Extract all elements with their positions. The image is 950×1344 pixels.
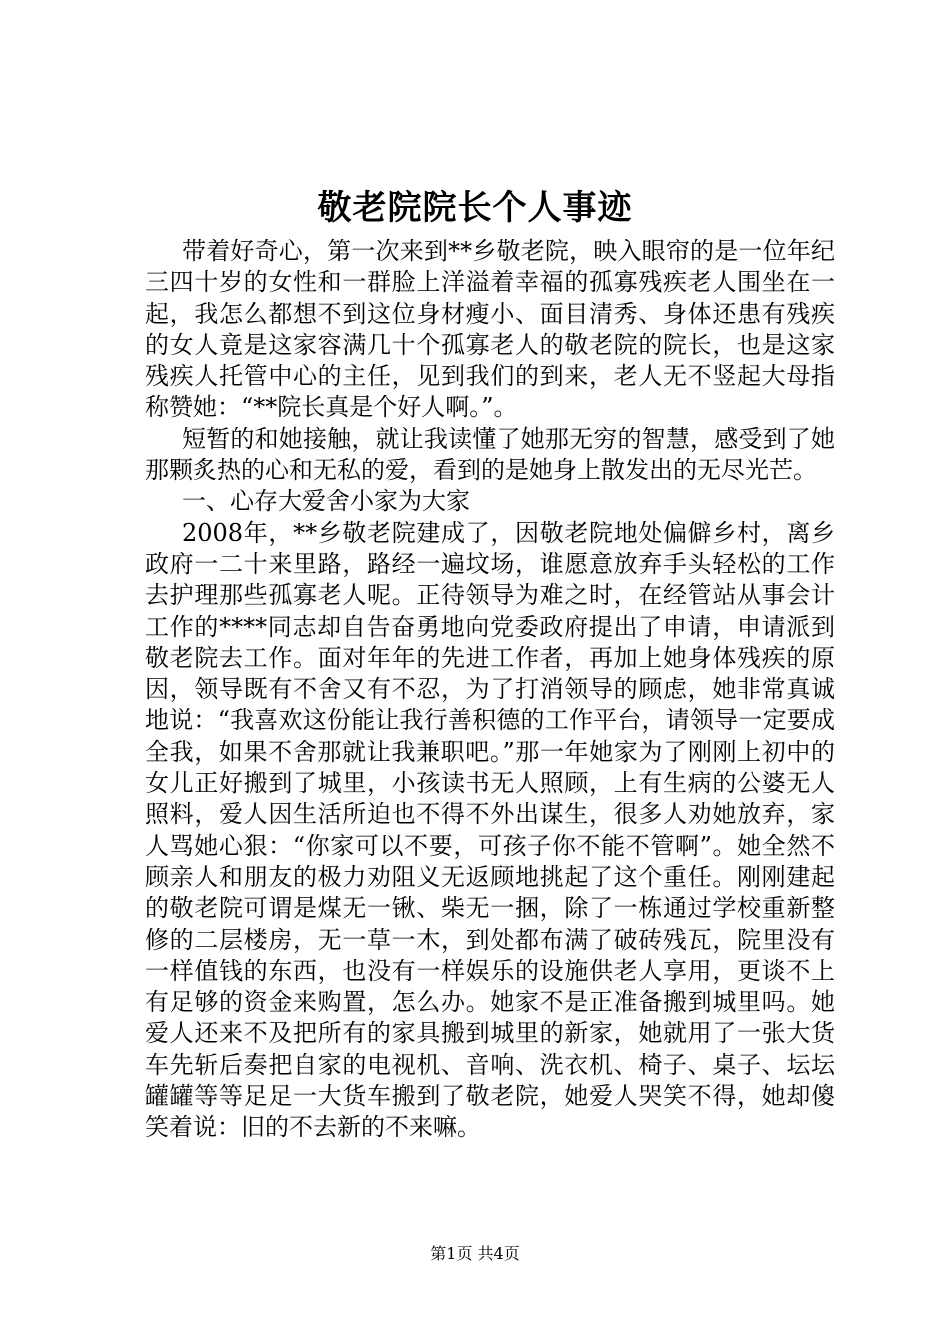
paragraph-intro: 带着好奇心，第一次来到**乡敬老院，映入眼帘的是一位年纪三四十岁的女性和一群脸上洋溢着幸福的孤寡残疾老人围坐在一起，我怎么都想不到这位身材瘦小、面目清秀、身体还患有残疾的女人竟是这家容满几十个孤寡老人的敬老院的院长，也是这家残疾人托管中心的主任，见到我们的到来，老人无不竖起大母指称赞她：“**院长真是个好人啊。”。 (145, 237, 835, 422)
section-heading: 一、心存大爱舍小家为大家 (182, 487, 470, 516)
page-number-footer: 第1页 共4页 (430, 1244, 520, 1263)
paragraph-impression: 短暂的和她接触，就让我读懂了她那无穷的智慧，感受到了她那颗炙热的心和无私的爱，看到的是她身上散发出的无尽光芒。 (145, 424, 835, 485)
paragraph-story: 2008年，**乡敬老院建成了，因敬老院地处偏僻乡村，离乡政府一二十来里路，路经一遍坟场，谁愿意放弃手头轻松的工作去护理那些孤寡老人呢。正待领导为难之时，在经管站从事会计工作的****同志却自告奋勇地向党委政府提出了申请，申请派到敬老院去工作。面对年年的先进工作者，再加上她身体残疾的原因，领导既有不舍又有不忍，为了打消领导的顾虑，她非常真诚地说：“我喜欢这份能让我行善积德的工作平台，请领导一定要成全我，如果不舍那就让我兼职吧。”那一年她家为了刚刚上初中的女儿正好搬到了城里，小孩读书无人照顾，上有生病的公婆无人照料，爱人因生活所迫也不得不外出谋生，很多人劝她放弃，家人骂她心狠：“你家可以不要，可孩子你不能不管啊”。她全然不顾亲人和朋友的极力劝阻义无返顾地挑起了这个重任。刚刚建起的敬老院可谓是煤无一锹、柴无一捆，除了一栋通过学校重新整修的二层楼房，无一草一木，到处都布满了破砖残瓦，院里没有一样值钱的东西，也没有一样娱乐的设施供老人享用，更谈不上有足够的资金来购置，怎么办。她家不是正准备搬到城里吗。她爱人还来不及把所有的家具搬到城里的新家，她就用了一张大货车先斩后奏把自家的电视机、音响、洗衣机、椅子、桌子、坛坛罐罐等等足足一大货车搬到了敬老院，她爱人哭笑不得，她却傻笑着说：旧的不去新的不来嘛。 (145, 518, 835, 1142)
document-body (145, 236, 835, 1144)
document-title: 敬老院院长个人事迹 (317, 188, 633, 228)
